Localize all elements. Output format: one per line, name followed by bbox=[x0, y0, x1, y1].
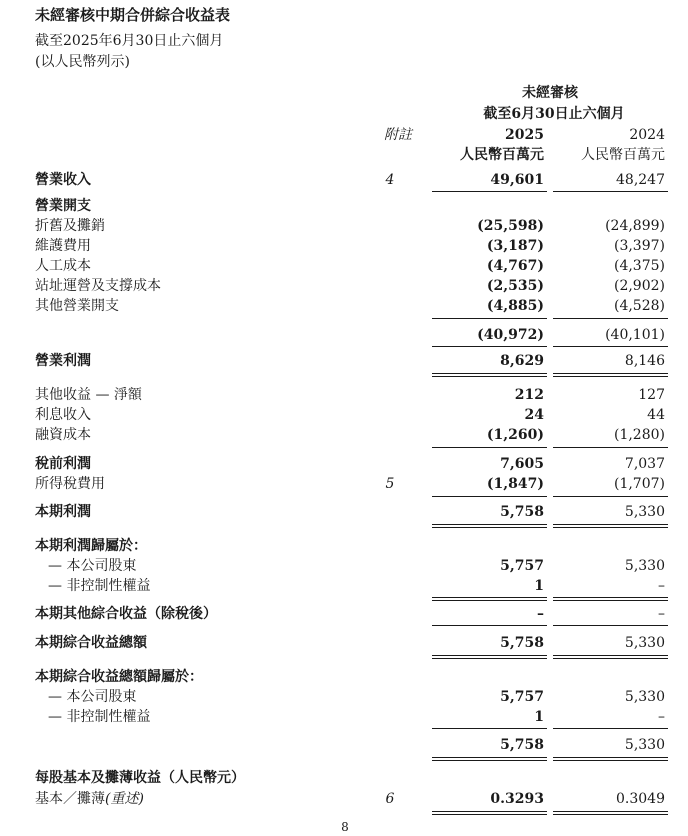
underline-tax-2025 bbox=[432, 496, 547, 497]
underline-opex-total-2025 bbox=[432, 346, 547, 347]
statement-currency: (以人民幣列示) bbox=[35, 54, 130, 70]
row-value-2024-net-profit: 5,330 bbox=[624, 504, 665, 520]
double-line-top-eps-2024 bbox=[553, 811, 668, 812]
double-line-bottom-tci-2025 bbox=[432, 658, 547, 659]
row-label-depreciation: 折舊及攤銷 bbox=[35, 218, 105, 234]
row-label-attr-nci: — 非控制性權益 bbox=[48, 578, 151, 594]
double-line-top-eps-2025 bbox=[432, 811, 547, 812]
double-line-bottom-tcitot-2024 bbox=[553, 760, 668, 761]
statement-title: 未經審核中期合併綜合收益表 bbox=[35, 6, 231, 24]
row-value-2024-oci: – bbox=[658, 606, 665, 622]
row-value-2025-site-ops: (2,535) bbox=[486, 278, 544, 294]
page-number: 8 bbox=[341, 820, 349, 834]
row-value-2025-operating-profit: 8,629 bbox=[500, 353, 544, 369]
underline-opex-total-2024 bbox=[553, 346, 668, 347]
double-line-bottom-tci-2024 bbox=[553, 658, 668, 659]
row-label-attr-shareholders: — 本公司股東 bbox=[48, 558, 137, 574]
double-line-top-op-2025 bbox=[432, 373, 547, 374]
double-line-top-tcitot-2024 bbox=[553, 757, 668, 758]
row-label-eps-main: 基本／攤薄 bbox=[35, 791, 105, 807]
double-line-top-attr-2024 bbox=[553, 597, 668, 598]
row-value-2024-other-opex: (4,528) bbox=[613, 298, 665, 314]
row-value-2024-interest-income: 44 bbox=[647, 407, 665, 423]
row-value-2024-tci-total: 5,330 bbox=[624, 737, 665, 753]
row-label-tci-nci: — 非控制性權益 bbox=[48, 709, 151, 725]
underline-opex-2024 bbox=[553, 318, 668, 319]
underline-finance-2024 bbox=[553, 447, 668, 448]
row-label-operating-profit: 營業利潤 bbox=[35, 353, 91, 369]
double-line-bottom-attr-2024 bbox=[553, 600, 668, 601]
row-label-eps-restated: (重述) bbox=[105, 791, 144, 807]
row-value-2024-total-ci: 5,330 bbox=[624, 635, 665, 651]
row-label-profit-attr-heading: 本期利潤歸屬於： bbox=[35, 538, 147, 554]
row-value-2024-labor: (4,375) bbox=[613, 258, 665, 274]
row-value-2025-net-profit: 5,758 bbox=[500, 504, 544, 520]
row-value-2024-opex-total: (40,101) bbox=[605, 327, 665, 343]
row-value-2025-other-income: 212 bbox=[514, 387, 544, 403]
row-value-2024-site-ops: (2,902) bbox=[613, 278, 665, 294]
row-label-oci: 本期其他綜合收益（除稅後） bbox=[35, 606, 217, 622]
double-line-bottom-np-2025 bbox=[432, 527, 547, 528]
row-note-eps: 6 bbox=[385, 791, 395, 807]
row-label-revenue: 營業收入 bbox=[35, 172, 91, 188]
underline-revenue-2025 bbox=[432, 191, 547, 192]
row-value-2025-other-opex: (4,885) bbox=[486, 298, 544, 314]
row-value-2025-finance-costs: (1,260) bbox=[486, 427, 544, 443]
row-label-other-opex: 其他營業開支 bbox=[35, 298, 119, 314]
double-line-bottom-op-2024 bbox=[553, 376, 668, 377]
row-value-2024-tci-shareholders: 5,330 bbox=[624, 689, 665, 705]
row-value-2025-labor: (4,767) bbox=[486, 258, 544, 274]
column-header-period: 截至6月30日止六個月 bbox=[483, 106, 625, 122]
double-line-bottom-op-2025 bbox=[432, 376, 547, 377]
row-value-2025-oci: – bbox=[537, 606, 544, 622]
row-value-2025-tci-total: 5,758 bbox=[500, 737, 544, 753]
row-value-2024-attr-shareholders: 5,330 bbox=[624, 558, 665, 574]
column-unit-2025: 人民幣百萬元 bbox=[460, 147, 544, 163]
double-line-top-np-2025 bbox=[432, 524, 547, 525]
row-value-2025-attr-nci: 1 bbox=[534, 578, 544, 594]
column-header-note: 附註 bbox=[384, 127, 412, 143]
underline-revenue-2024 bbox=[553, 191, 668, 192]
double-line-top-tci-2025 bbox=[432, 655, 547, 656]
row-label-maintenance: 維護費用 bbox=[35, 238, 91, 254]
row-value-2024-attr-nci: – bbox=[658, 578, 665, 594]
row-value-2024-revenue: 48,247 bbox=[616, 172, 665, 188]
row-value-2024-other-income: 127 bbox=[638, 387, 665, 403]
row-label-eps bbox=[35, 790, 144, 808]
column-header-2024: 2024 bbox=[629, 127, 665, 143]
double-line-bottom-eps-2025 bbox=[432, 814, 547, 815]
underline-tci-nci-2025 bbox=[432, 728, 547, 729]
double-line-bottom-np-2024 bbox=[553, 527, 668, 528]
row-value-2024-eps: 0.3049 bbox=[616, 791, 665, 807]
row-value-2024-pretax-profit: 7,037 bbox=[624, 456, 665, 472]
row-value-2025-income-tax: (1,847) bbox=[486, 476, 544, 492]
row-label-site-ops: 站址運營及支撐成本 bbox=[35, 278, 161, 294]
row-label-tci-attr-heading: 本期綜合收益總額歸屬於： bbox=[35, 669, 203, 685]
row-value-2025-attr-shareholders: 5,757 bbox=[500, 558, 544, 574]
underline-finance-2025 bbox=[432, 447, 547, 448]
row-label-finance-costs: 融資成本 bbox=[35, 427, 91, 443]
double-line-bottom-attr-2025 bbox=[432, 600, 547, 601]
row-label-eps-heading: 每股基本及攤薄收益（人民幣元） bbox=[35, 770, 245, 786]
row-note-revenue: 4 bbox=[385, 172, 395, 188]
double-line-top-tcitot-2025 bbox=[432, 757, 547, 758]
underline-opex-2025 bbox=[432, 318, 547, 319]
double-line-top-tci-2024 bbox=[553, 655, 668, 656]
row-value-2024-maintenance: (3,397) bbox=[613, 238, 665, 254]
row-value-2025-depreciation: (25,598) bbox=[477, 218, 544, 234]
row-note-income-tax: 5 bbox=[385, 476, 395, 492]
double-line-top-np-2024 bbox=[553, 524, 668, 525]
row-value-2025-maintenance: (3,187) bbox=[486, 238, 544, 254]
row-value-2025-opex-total: (40,972) bbox=[477, 327, 544, 343]
row-value-2025-revenue: 49,601 bbox=[490, 172, 544, 188]
column-unit-2024: 人民幣百萬元 bbox=[581, 147, 665, 163]
row-label-total-ci: 本期綜合收益總額 bbox=[35, 635, 147, 651]
row-value-2025-tci-nci: 1 bbox=[534, 709, 544, 725]
double-line-top-attr-2025 bbox=[432, 597, 547, 598]
double-line-bottom-tcitot-2025 bbox=[432, 760, 547, 761]
row-value-2024-finance-costs: (1,280) bbox=[613, 427, 665, 443]
double-line-bottom-eps-2024 bbox=[553, 814, 668, 815]
row-value-2025-total-ci: 5,758 bbox=[500, 635, 544, 651]
column-header-unaudited: 未經審核 bbox=[522, 85, 578, 101]
row-value-2024-operating-profit: 8,146 bbox=[624, 353, 665, 369]
row-label-labor: 人工成本 bbox=[35, 258, 91, 274]
double-line-top-op-2024 bbox=[553, 373, 668, 374]
underline-oci-2025 bbox=[432, 625, 547, 626]
row-value-2025-eps: 0.3293 bbox=[490, 791, 544, 807]
row-label-other-income: 其他收益 — 淨額 bbox=[35, 387, 142, 403]
underline-tci-nci-2024 bbox=[553, 728, 668, 729]
row-label-pretax-profit: 稅前利潤 bbox=[35, 456, 91, 472]
row-value-2025-interest-income: 24 bbox=[524, 407, 544, 423]
row-label-income-tax: 所得稅費用 bbox=[35, 476, 105, 492]
row-value-2025-tci-shareholders: 5,757 bbox=[500, 689, 544, 705]
underline-oci-2024 bbox=[553, 625, 668, 626]
row-value-2024-tci-nci: – bbox=[658, 709, 665, 725]
row-value-2024-income-tax: (1,707) bbox=[613, 476, 665, 492]
statement-period: 截至2025年6月30日止六個月 bbox=[35, 33, 224, 49]
column-header-2025: 2025 bbox=[505, 127, 544, 143]
row-label-net-profit: 本期利潤 bbox=[35, 504, 91, 520]
row-label-interest-income: 利息收入 bbox=[35, 407, 91, 423]
row-label-opex-heading: 營業開支 bbox=[35, 198, 91, 214]
row-value-2024-depreciation: (24,899) bbox=[605, 218, 665, 234]
row-value-2025-pretax-profit: 7,605 bbox=[500, 456, 544, 472]
row-label-tci-shareholders: — 本公司股東 bbox=[48, 689, 137, 705]
underline-tax-2024 bbox=[553, 496, 668, 497]
